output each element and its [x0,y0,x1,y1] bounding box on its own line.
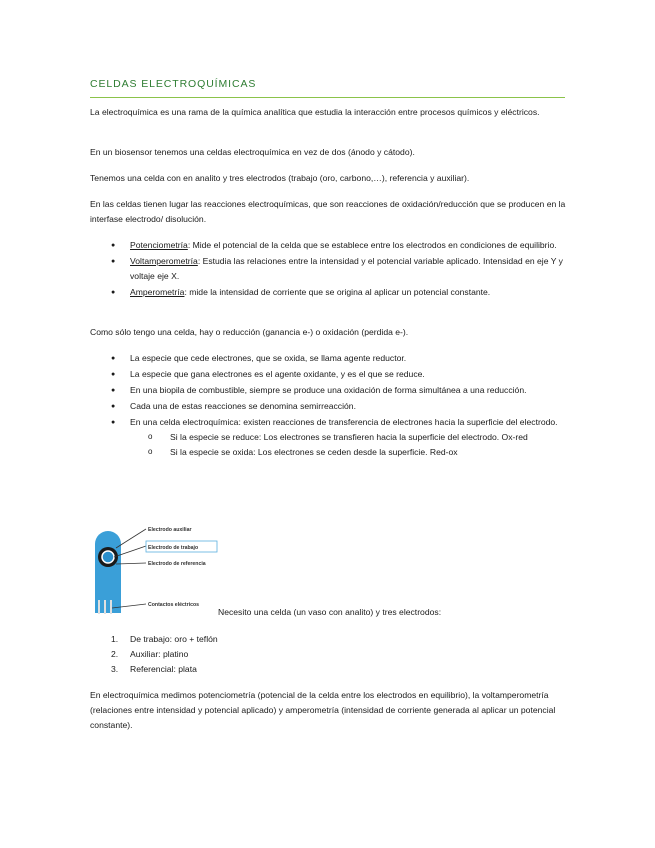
item-text: Referencial: plata [130,664,197,674]
list-item [90,415,568,460]
paragraph-biosensor: En un biosensor tenemos una celdas electroquímica en vez de dos (ánodo y cátodo). [90,147,415,157]
list-item [90,254,568,284]
label-trabajo: Electrodo de trabajo [148,545,199,551]
technique-term: Potenciometría [130,240,188,250]
sub-list-item: o Si la especie se reduce: Los electrones se transfieren hacia la superficie del electrodo. Ox-red [130,430,568,445]
paragraph-summary: En electroquímica medimos potenciometría (potencial de la celda entre los electrodos en equilibrio), la voltamperometría (relaciones entre intensidad y potencial aplicado) y amperometría (intensidad de corriente generada al aplicar un potencial constante). [90,690,556,730]
paragraph-intro: La electroquímica es una rama de la química analítica que estudia la interacción entre procesos químicos y eléctricos. [90,107,540,117]
contact-pin [104,600,106,614]
technique-term: Voltamperometría [130,256,198,266]
electrode-diagram [94,524,219,616]
list-item [90,285,568,300]
list-item [90,632,568,647]
electrode-list [90,632,568,677]
item-text: Auxiliar: platino [130,649,189,659]
item-number: 3. [111,664,119,674]
list-item: ● La especie que cede electrones, que se oxida, se llama agente reductor. [90,351,568,366]
list-item [90,238,568,253]
paragraph-reactions: En las celdas tienen lugar las reacciones electroquímicas, que son reacciones de oxidación/reducción que se producen en la interfase electrodo/ disolución. [90,199,566,224]
item-number: 1. [111,634,119,644]
list-item [90,662,568,677]
redox-list [90,351,568,461]
redox-sublist [130,430,568,460]
technique-term: Amperometría [130,287,185,297]
item-text: De trabajo: oro + teflón [130,634,218,644]
working-electrode-disk [102,551,114,563]
techniques-list [90,238,568,301]
list-item: ● En una biopila de combustible, siempre se produce una oxidación de forma simultánea a una reducción. [90,383,568,398]
figure-caption: Necesito una celda (un vaso con analito) y tres electrodos: [218,607,442,617]
technique-desc: : mide la intensidad de corriente que se origina al aplicar un potencial constante. [184,287,491,297]
paragraph-cell: Tenemos una celda con en analito y tres electrodos (trabajo (oro, carbono,…), referencia y auxiliar). [90,173,470,183]
sub-list-item: o Si la especie se oxida: Los electrones se ceden desde la superficie. Red-ox [130,445,568,460]
technique-desc: : Mide el potencial de la celda que se establece entre los electrodos en condiciones de equilibrio. [187,240,557,250]
list-item [90,647,568,662]
label-referencia: Electrodo de referencia [148,561,206,567]
paragraph-onecell: Como sólo tengo una celda, hay o reducción (ganancia e-) o oxidación (perdida e-). [90,327,409,337]
contact-pin [110,600,112,614]
list-item: ● Cada una de estas reacciones se denomina semirreacción. [90,399,568,414]
contact-pin [98,600,100,614]
item-number: 2. [111,649,119,659]
list-item: ● La especie que gana electrones es el agente oxidante, y es el que se reduce. [90,367,568,382]
page-title: CELDAS ELECTROQUÍMICAS [90,78,565,98]
technique-desc: : Estudia las relaciones entre la intensidad y el potencial variable aplicado. Intensidad en eje Y y voltaje eje X. [130,256,563,281]
list-item-text: En una celda electroquímica: existen reacciones de transferencia de electrones hacia la superficie del electrodo. [130,417,558,427]
label-auxiliar: Electrodo auxiliar [148,527,192,533]
label-contactos: Contactos eléctricos [148,602,200,608]
